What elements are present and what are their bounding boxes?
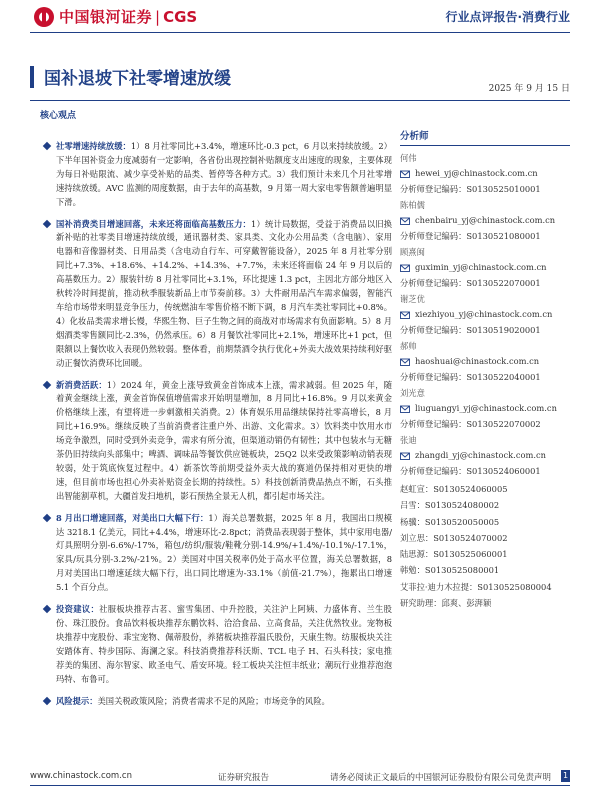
bullet-lead: 8 月出口增速回落，对美出口大幅下行：: [56, 512, 209, 523]
analyst-email[interactable]: xiezhiyou_yj@chinastock.com.cn: [415, 309, 553, 319]
analyst-sidebar: [400, 128, 570, 611]
analyst-entry: [400, 434, 570, 477]
title-accent: [30, 66, 34, 88]
diamond-bullet-icon: [43, 696, 51, 704]
email-icon: [400, 169, 410, 179]
core-views: [56, 140, 392, 708]
page-number: 1: [562, 771, 569, 780]
bullet-point: [56, 695, 392, 709]
analyst-entry: [400, 387, 570, 430]
analyst-email-row[interactable]: [400, 308, 570, 321]
footer-site[interactable]: www.chinastock.com.cn: [30, 771, 132, 781]
analyst-registration: 分析师登记编码：S0130522070002: [400, 419, 541, 429]
bullet-point: [56, 603, 392, 686]
other-analysts: [400, 481, 570, 611]
analyst-entry: [400, 340, 570, 383]
analyst-email[interactable]: zhangdi_yj@chinastock.com.cn: [415, 450, 546, 460]
bullet-point: [56, 218, 392, 371]
bullet-lead: 社零增速持续放缓：: [56, 141, 131, 151]
analyst-registration: 分析师登记编码：S0130521080001: [400, 231, 541, 241]
other-analyst: 赵虹宣：S0130524060005: [400, 484, 508, 494]
bullet-lead: 风险提示：: [56, 695, 98, 706]
bullet-lead: 新消费活跃：: [56, 379, 107, 390]
report-title: 国补退坡下社零增速放缓: [44, 69, 231, 89]
bullet-text: 1）2024 年，黄金上涨导致黄金首饰成本上涨，需求减弱。但 2025 年，随着黄金继续上涨，黄金首饰保值增值需求开始明显增加，8 月同比+16.8%。9 月以来黄金价格继续上涨，有望将进一步刺激相关消费。2）体育娱乐用品继续保持社零高增长，8 月同比+16.9%。继续反映了当前消费者注重户外、出游、文化需求。3）饮料类中饮用水市场竞争激烈，同时受到外卖竞争，需求有所分流，但渠道动销仍有韧性；其中包装水与无糖茶仍旧持续向头部集中；啤酒、调味品等餐饮供应链板块，25Q2 以来受政策影响动销表现较弱，处于筑底恢复过程中。4）新茶饮等前期受益外卖大战的赛道仍保持相对更快的增速，但目前市场也担心外卖补贴资金长期的持续性。5）科技创新消费品热点不断，石头推出智能割草机，大疆首发扫地机，影石预热全景无人机，都引起市场关注。: [56, 379, 392, 501]
bullet-point: [56, 140, 392, 210]
analyst-email[interactable]: hewei_yj@chinastock.com.cn: [415, 168, 538, 178]
other-analyst: 艾菲拉·迪力木拉提：S0130525080004: [400, 581, 552, 592]
diamond-bullet-icon: [43, 513, 51, 521]
diamond-bullet-icon: [43, 142, 51, 150]
email-icon: [400, 404, 410, 414]
email-icon: [400, 310, 410, 320]
analyst-name: 陈柏儒: [400, 200, 425, 210]
report-type: 行业点评报告·消费行业: [445, 10, 570, 24]
analyst-email-row[interactable]: [400, 167, 570, 180]
footer-divider: [30, 785, 570, 786]
analyst-registration: 分析师登记编码：S0130525010001: [400, 184, 541, 194]
other-analyst: 研究助理：邱爽、彭湃颖: [400, 598, 492, 609]
title-divider: [30, 100, 570, 101]
bullet-text: 社服板块推荐古茗、蜜雪集团、中升控股，关注沪上阿姨、力盛体育、兰生股份、珠江股份。食品饮料板块推荐东鹏饮料、洽洽食品、立高食品，关注优然牧业。宠物板块推荐中宠股份、乖宝宠物、佩蒂股份，养猪板块推荐温氏股份，天康生物。纺服板块关注安踏体育、特步国际、海澜之家。科技消费推荐科沃斯、TCL 电子 H、石头科技；家电推荐美的集团、海尔智家、欧圣电气、盾安环境。轻工板块关注恒丰纸业；潮玩行业推荐泡泡玛特、布鲁可。: [56, 604, 392, 684]
sidebar-heading: 分析师: [400, 128, 570, 146]
section-label: 核心观点: [40, 111, 77, 121]
analyst-name: 谢芝优: [400, 294, 425, 304]
analyst-entry: [400, 246, 570, 289]
analyst-registration: 分析师登记编码：S0130522070001: [400, 278, 541, 288]
footer-center: 证券研究报告: [218, 773, 270, 783]
analyst-entry: [400, 199, 570, 242]
email-icon: [400, 451, 410, 461]
diamond-bullet-icon: [43, 605, 51, 613]
bullet-text: 1）8 月社零同比+3.4%，增速环比-0.3 pct，6 月以来持续放缓。2）下半年国补资金力度减弱有一定影响，各省份出现控制补贴额度支出速度的现象，主要体现为每日补贴限流、减少享受补贴的品类、暂停等各种方式。3）我们预计未来几个月社零增速持续放缓。AVC 监测的周度数据，由于去年的高基数，9 月第一周大家电零售额普遍明显下滑。: [56, 141, 392, 207]
bullet-lead: 投资建议：: [56, 604, 100, 615]
diamond-bullet-icon: [43, 219, 51, 227]
analyst-email-row[interactable]: [400, 449, 570, 462]
analyst-name: 郝帅: [400, 341, 417, 351]
analyst-name: 张迪: [400, 435, 417, 445]
bullet-text: 1）海关总署数据，2025 年 8 月，我国出口规模达 3218.1 亿美元，同比+4.4%，增速环比-2.8pct；消费品表现弱于整体，其中家用电器/灯具照明分别-6.6%/-17%，箱包/纺织/服装/鞋靴分别-14.9%/+1.4%/-10.1%/-17.1%，家具/玩具分别-3.2%/-21%。2）美国对中国关税率仍处于高水平位置，海关总署数据，8 月对美国出口增速延续大幅下行，出口同比增速为-33.1%（前值-21.7%），拖累出口增速 5.1 个百分点。: [56, 512, 392, 593]
logo-text: 中国银河证券: [59, 8, 153, 26]
analyst-registration: 分析师登记编码：S0130524060001: [400, 466, 541, 476]
analyst-registration: 分析师登记编码：S0130519020001: [400, 325, 541, 335]
email-icon: [400, 357, 410, 367]
logo-mark-icon: [34, 7, 54, 27]
bullet-text: 美国关税政策风险；消费者需求不足的风险；市场竞争的风险。: [97, 695, 330, 706]
analyst-entry: [400, 152, 570, 195]
diamond-bullet-icon: [43, 380, 51, 388]
other-analyst: 吕雪：S0130524080002: [400, 500, 500, 511]
analyst-email[interactable]: haoshuai@chinastock.com.cn: [415, 356, 540, 366]
logo-cgs: CGS: [163, 7, 198, 26]
footer-disclaimer: 请务必阅读正文最后的中国银河证券股份有限公司免责声明: [330, 773, 552, 783]
analyst-email-row[interactable]: [400, 402, 570, 415]
analyst-name: 刘光意: [400, 388, 425, 398]
analyst-entry: [400, 293, 570, 336]
analyst-email-row[interactable]: [400, 355, 570, 368]
logo-separator: |: [155, 7, 161, 26]
bullet-text: 1）统计局数据，受益于消费品以旧换新补贴的社零类目增速持续放缓，通讯器材类、家具类、文化办公用品类（含电脑）、家用电器和音像器材类、日用品类（含电动自行车、可穿戴智能设备），2025 年 8 月社零分别同比+7.3%、+18.6%、+14.2%、+14.3%、+7.7%，未来还将面临 24 年 9 月以后的高基数压力。2）服装针纺 8 月社零同比+3.1%，环比提速 1.3 pct，主因北方部分地区入秋转冷时间提前，推动秋季服装新品上市节奏前移。3）大件耐用品汽车需求偏弱，智能汽车给市场带来明显竞争压力，传统燃油车零售价格不断下调，8 月汽车类社零同比+0.8%。4）化妆品类需求增长慢，华熙生物、巨子生物之间的商战对市场需求有负面影响。5）8 月烟酒类零售额同比-2.3%，仍然承压。6）8 月餐饮社零同比+2.1%，增速环比+1 pct，但限额以上餐饮收入表现仍然较弱。整体看，前期禁酒令执行优化+外卖大战效果持续利好驱动正餐饮消费环比回暖。: [56, 218, 393, 368]
bullet-point: [56, 512, 392, 595]
other-analyst: 杨骥：S0130520050005: [400, 516, 500, 527]
other-analyst: 刘立思：S0130524070002: [400, 532, 508, 543]
bullet-lead: 国补消费类目增速回落，未来还将面临高基数压力：: [56, 218, 252, 229]
email-icon: [400, 216, 410, 226]
analyst-registration: 分析师登记编码：S0130522040001: [400, 372, 541, 382]
other-analyst: 韩勉：S0130525080001: [400, 565, 500, 576]
analyst-name: 顾熹闽: [400, 247, 425, 257]
analyst-email[interactable]: liuguangyi_yj@chinastock.com.cn: [415, 403, 557, 413]
page-header: [0, 0, 600, 34]
analyst-email[interactable]: chenbairu_yj@chinastock.com.cn: [415, 215, 556, 225]
bullet-point: [56, 379, 392, 504]
analyst-name: 何伟: [400, 153, 417, 163]
report-date: 2025 年 9 月 15 日: [488, 84, 570, 94]
email-icon: [400, 263, 410, 273]
analyst-list: [400, 152, 570, 477]
header-divider: [30, 32, 570, 33]
company-logo: [34, 6, 197, 27]
analyst-email[interactable]: guximin_yj@chinastock.com.cn: [415, 262, 547, 272]
other-analyst: 陆思源：S0130525060001: [400, 549, 508, 560]
analyst-email-row[interactable]: [400, 261, 570, 274]
analyst-email-row[interactable]: [400, 214, 570, 227]
